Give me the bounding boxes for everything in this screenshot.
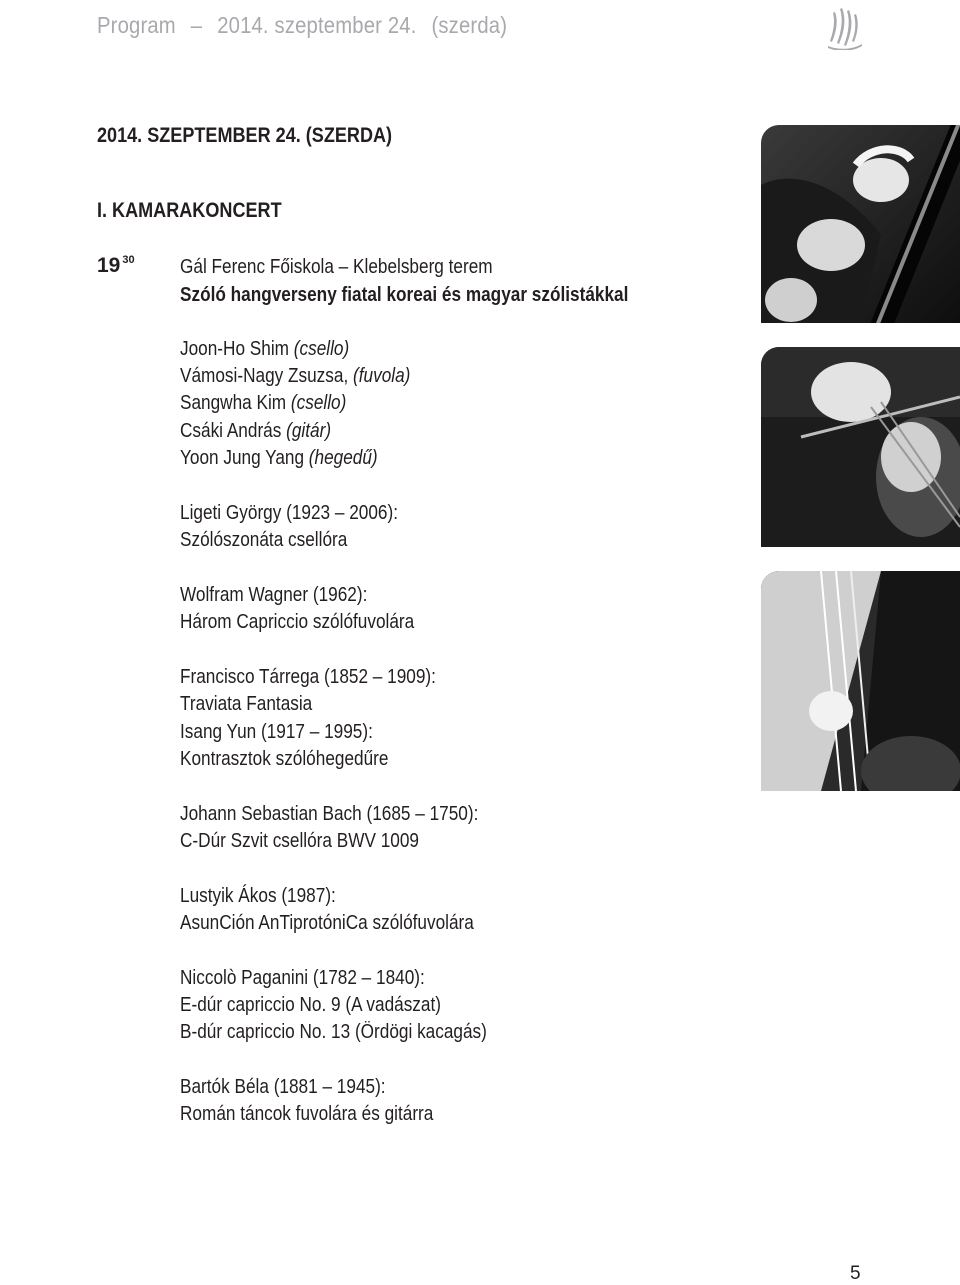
composer-line: Wolfram Wagner (1962): [180,584,368,606]
performer-name: Joon-Ho Shim [180,338,289,360]
performer-instrument: (csello) [293,338,350,360]
festival-logo-icon [826,8,864,50]
performer-name: Sangwha Kim [180,392,287,414]
work-line: C-Dúr Szvit csellóra BWV 1009 [180,830,419,852]
composer-line: Ligeti György (1923 – 2006): [180,502,399,524]
performer-name: Vámosi-Nagy Zsuzsa, [180,365,349,387]
header-section: Program [97,12,176,38]
performer-name: Yoon Jung Yang [180,447,305,469]
event-subtitle: Szóló hangverseny fiatal koreai és magyar szólistákkal [180,284,629,306]
work-line: Három Capriccio szólófuvolára [180,611,415,633]
work-line: Kontrasztok szólóhegedűre [180,748,389,770]
work-line: B-dúr capriccio No. 13 (Ördögi kacagás) [180,1021,487,1043]
composer-line: Isang Yun (1917 – 1995): [180,721,373,743]
work-line: Román táncok fuvolára és gitárra [180,1103,434,1125]
running-header [97,12,522,39]
event-time [97,254,135,278]
performer-name: Csáki András [180,420,282,442]
performer-5 [180,446,378,470]
performer-instrument: (hegedű) [308,447,378,469]
work-line: E-dúr capriccio No. 9 (A vadászat) [180,994,441,1016]
work-line: Traviata Fantasia [180,693,313,715]
composer-line: Francisco Tárrega (1852 – 1909): [180,666,436,688]
cello-photo [761,571,960,791]
composer-line: Bartók Béla (1881 – 1945): [180,1076,386,1098]
work-line: Szólószonáta csellóra [180,529,348,551]
violin-photo [761,347,960,547]
composer-line: Niccolò Paganini (1782 – 1840): [180,967,425,989]
page-number: 5 [850,1263,861,1284]
time-hour: 19 [97,254,121,277]
performer-1 [180,337,349,361]
performer-2 [180,364,410,388]
composer-line: Johann Sebastian Bach (1685 – 1750): [180,803,479,825]
header-date: 2014. szeptember 24. [217,12,417,38]
work-line: AsunCión AnTiprotóniCa szólófuvolára [180,912,474,934]
concert-title: I. KAMARAKONCERT [97,199,282,222]
performer-instrument: (fuvola) [353,365,411,387]
header-dash: – [190,12,203,38]
performer-3 [180,391,346,415]
clarinet-photo [761,125,960,323]
composer-line: Lustyik Ákos (1987): [180,885,336,907]
day-title: 2014. SZEPTEMBER 24. (SZERDA) [97,124,393,147]
time-minute: 30 [122,254,135,266]
header-weekday: (szerda) [431,12,508,38]
performer-4 [180,419,331,443]
performer-instrument: (gitár) [286,420,332,442]
performer-instrument: (csello) [290,392,347,414]
venue: Gál Ferenc Főiskola – Klebelsberg terem [180,256,493,278]
